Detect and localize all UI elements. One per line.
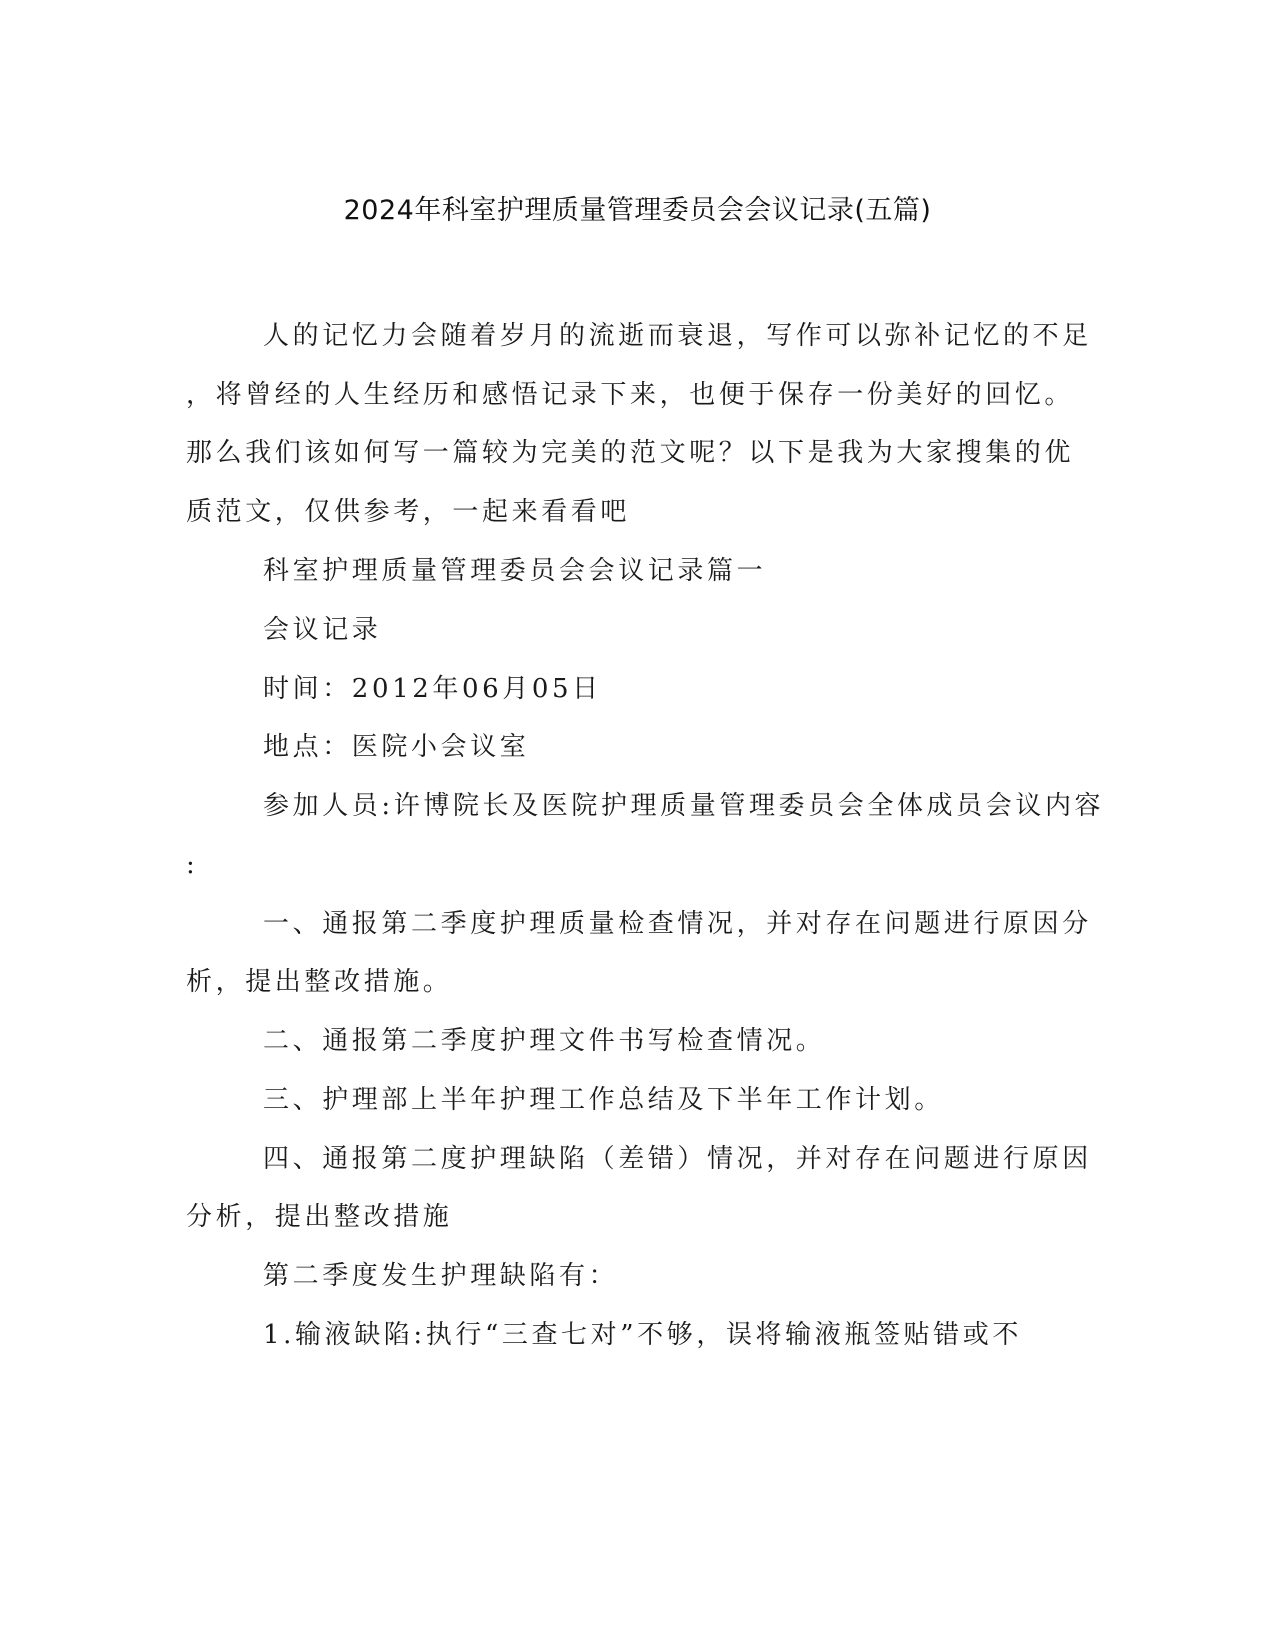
section-heading: 科室护理质量管理委员会会议记录篇一 — [263, 556, 767, 586]
attendees-line-1: 参加人员:许博院长及医院护理质量管理委员会全体成员会议内容 — [263, 791, 1105, 821]
attendees-line-2: : — [186, 850, 199, 880]
defect-item-1: 1.输液缺陷:执行“三查七对”不够，误将输液瓶签贴错或不 — [263, 1320, 1022, 1350]
intro-line-3: 那么我们该如何写一篇较为完美的范文呢？以下是我为大家搜集的优 — [186, 438, 1075, 468]
defects-heading: 第二季度发生护理缺陷有： — [263, 1261, 619, 1291]
item2-line: 二、通报第二季度护理文件书写检查情况。 — [263, 1026, 826, 1056]
intro-line-1: 人的记忆力会随着岁月的流逝而衰退，写作可以弥补记忆的不足 — [263, 321, 1092, 351]
record-label: 会议记录 — [263, 615, 382, 645]
item3-line: 三、护理部上半年护理工作总结及下半年工作计划。 — [263, 1085, 944, 1115]
meeting-place: 地点：医院小会议室 — [263, 732, 530, 762]
item4-line-2: 分析，提出整改措施 — [186, 1202, 453, 1232]
item1-line-1: 一、通报第二季度护理质量检查情况，并对存在问题进行原因分 — [263, 909, 1092, 939]
intro-line-2: ，将曾经的人生经历和感悟记录下来，也便于保存一份美好的回忆。 — [186, 380, 1075, 410]
meeting-time: 时间：2012年06月05日 — [263, 674, 602, 704]
item4-line-1: 四、通报第二度护理缺陷（差错）情况，并对存在问题进行原因 — [263, 1144, 1092, 1174]
item1-line-2: 析，提出整改措施。 — [186, 967, 453, 997]
intro-line-4: 质范文，仅供参考，一起来看看吧 — [186, 497, 631, 527]
document-title: 2024年科室护理质量管理委员会会议记录(五篇) — [343, 195, 932, 226]
